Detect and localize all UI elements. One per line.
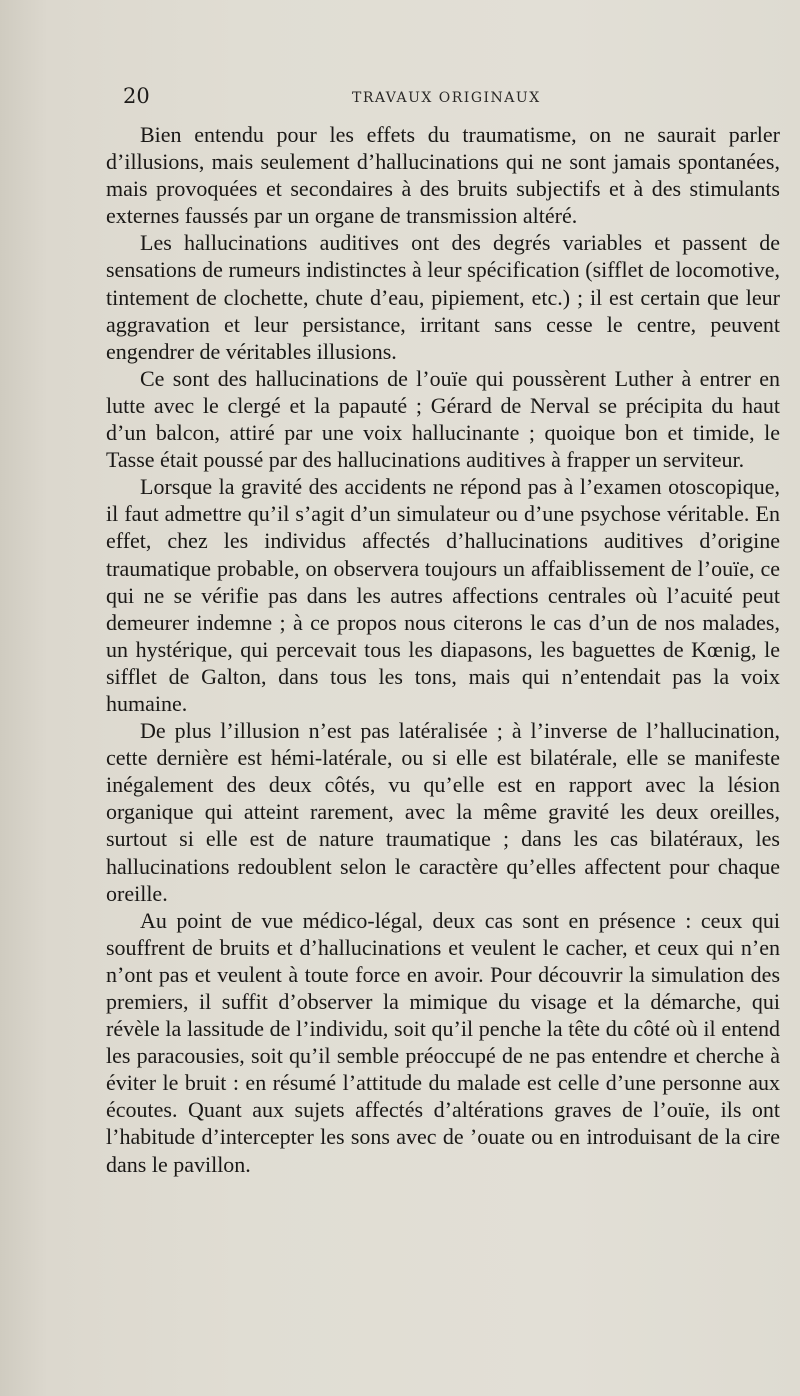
page-number: 20 — [123, 84, 150, 108]
paragraph: De plus l’illusion n’est pas latéralisée ; à l’inverse de l’hallucination, cette dernière est hémi-latérale, ou si elle est bilatérale, elle se manifeste inégalement des deux côtés, vu qu’elle est en rapport avec la lésion organique qui atteint rarement, avec la même gravité les deux oreilles, surtout si elle est de nature traumatique ; dans les cas bilatéraux, les hallucinations redoublent selon le caractère qu’elles affectent pour chaque oreille. — [106, 718, 780, 906]
paragraph: Bien entendu pour les effets du traumatisme, on ne saurait parler d’illusions, mais seulement d’hallucinations qui ne sont jamais spontanées, mais provoquées et secondaires à des bruits subjectifs et à des stimulants externes faussés par un organe de transmission altéré. — [106, 122, 780, 229]
paragraph: Ce sont des hallucinations de l’ouïe qui poussèrent Luther à entrer en lutte avec le clergé et la papauté ; Gérard de Nerval se précipita du haut d’un balcon, attiré par une voix hallucinante ; quoique bon et timide, le Tasse était poussé par des hallucinations auditives à frapper un serviteur. — [106, 365, 780, 473]
paragraph: Les hallucinations auditives ont des degrés variables et passent de sensations de rumeurs indistinctes à leur spécification (sifflet de locomotive, tintement de clochette, chute d’eau, pipiement, etc.) ; il est certain que leur aggravation et leur persistance, irritant sans cesse le centre, peuvent engendrer de véritables illusions. — [106, 230, 780, 364]
paragraph: Au point de vue médico-légal, deux cas sont en présence : ceux qui souffrent de bruits et d’hallucinations et veulent le cacher, et ceux qui n’en n’ont pas et veulent à toute force en avoir. Pour découvrir la simulation des premiers, il suffit d’observer la mimique du visage et la démarche, qui révèle la lassitude de l’individu, soit qu’il penche la tête du côté où il entend les paracousies, soit qu’il semble préoccupé de ne pas entendre et cherche à éviter le bruit : en résumé l’attitude du malade est celle d’une personne aux écoutes. Quant aux sujets affectés d’altérations graves de l’ouïe, ils ont l’habitude d’intercepter les sons avec de ’ouate ou en introduisant de la cire dans le pavillon. — [106, 907, 780, 1177]
running-title: TRAVAUX ORIGINAUX — [352, 90, 541, 106]
body-text — [106, 121, 780, 1178]
paragraph: Lorsque la gravité des accidents ne répond pas à l’examen otoscopique, il faut admettre qu’il s’agit d’un simulateur ou d’une psychose véritable. En effet, chez les individus affectés d’hallucinations auditives d’origine traumatique probable, on observera toujours un affaiblissement de l’ouïe, ce qui ne se vérifie pas dans les autres affections centrales où l’acuité peut demeurer indemne ; à ce propos nous citerons le cas d’un de nos malades, un hystérique, qui percevait tous les diapasons, les baguettes de Kœnig, le sifflet de Galton, dans tous les tons, mais qui n’entendait pas la voix humaine. — [106, 474, 780, 716]
page-header — [0, 84, 800, 114]
